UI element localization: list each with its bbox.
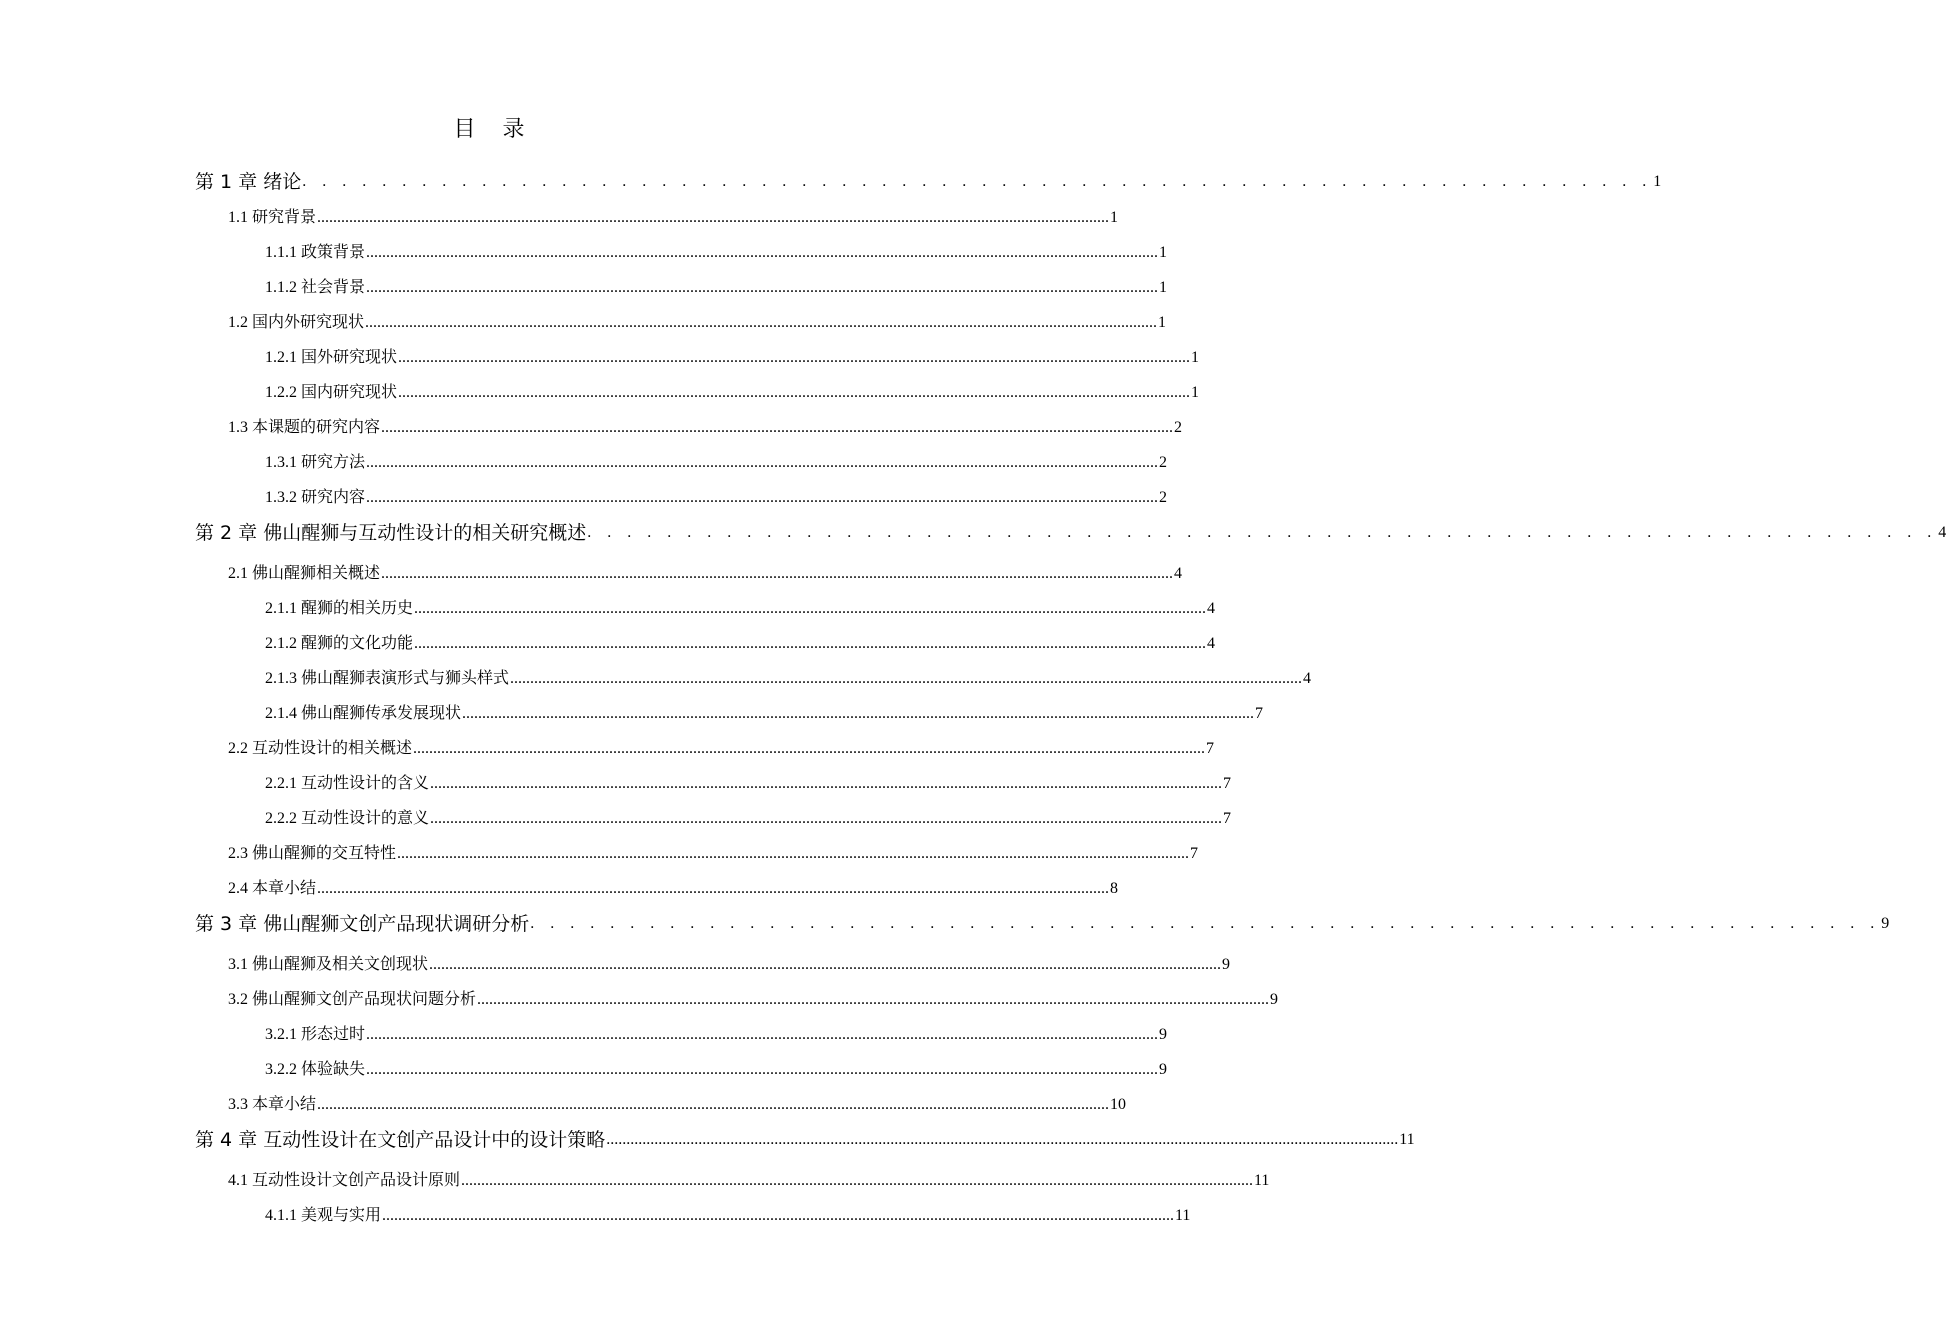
toc-dot-leader: ...................................................................................................................................................................................................... [366,454,1159,471]
toc-entry-page-number: 11 [1175,1207,1191,1224]
toc-dot-leader: ...................................................................................................................................................................................................... [366,1026,1159,1043]
toc-entry-level-2[interactable] [228,947,1231,982]
toc-entry-label: 1.3.1 研究方法 [265,454,366,471]
toc-entry-page-number: 1 [1159,279,1168,296]
toc-entry-page-number: 7 [1255,705,1264,722]
toc-entry-label: 3.2 佛山醒狮文创产品现状问题分析 [228,991,477,1008]
toc-entry-level-2[interactable] [228,871,1119,906]
toc-dot-leader: ...................................................................................................................................................................................................... [397,845,1190,862]
toc-dot-leader: ...................................................................................................................................................................................................... [317,880,1110,897]
toc-dot-leader: . . . . . . . . . . . . . . . . . . . . . . . . . . . . . . . . . . . . . . . . . . . . . . . . . . . . . . . . . . . . . . . . . . . . [530,915,1881,932]
toc-entry-page-number: 7 [1206,740,1215,757]
toc-entry-label: 1.3 本课题的研究内容 [228,419,381,436]
toc-entry-level-2[interactable] [228,1087,1127,1122]
toc-entry-page-number: 4 [1207,600,1216,617]
toc-entry-label: 3.1 佛山醒狮及相关文创现状 [228,956,429,973]
toc-entry-label: 2.4 本章小结 [228,880,317,897]
toc-dot-leader: ...................................................................................................................................................................................................... [366,279,1159,296]
toc-dot-leader: ...................................................................................................................................................................................................... [413,740,1206,757]
toc-entry-label: 1.3.2 研究内容 [265,489,366,506]
toc-dot-leader: ...................................................................................................................................................................................................... [430,775,1223,792]
toc-dot-leader: ...................................................................................................................................................................................................... [366,244,1159,261]
toc-entry-label: 1.1.1 政策背景 [265,244,366,261]
toc-entry-label: 1.2.2 国内研究现状 [265,384,398,401]
toc-entry-label: 第 3 章 佛山醒狮文创产品现状调研分析 [195,913,530,935]
toc-entry-label: 4.1.1 美观与实用 [265,1207,382,1224]
toc-entry-level-3[interactable] [265,270,1168,305]
toc-entry-level-2[interactable] [228,982,1279,1017]
toc-entry-label: 第 2 章 佛山醒狮与互动性设计的相关研究概述 [195,522,587,544]
toc-dot-leader: ...................................................................................................................................................................................................... [398,349,1191,366]
toc-entry-page-number: 4 [1938,524,1946,541]
toc-entry-level-2[interactable] [228,836,1199,871]
toc-entry-page-number: 7 [1223,775,1232,792]
toc-entry-label: 2.1.3 佛山醒狮表演形式与狮头样式 [265,670,510,687]
toc-dot-leader: ...................................................................................................................................................................................................... [317,209,1110,226]
toc-entry-page-number: 4 [1207,635,1216,652]
toc-dot-leader: ...................................................................................................................................................................................................... [462,705,1255,722]
toc-entry-label: 2.2.1 互动性设计的含义 [265,775,430,792]
toc-entry-label: 2.3 佛山醒狮的交互特性 [228,845,397,862]
toc-entry-page-number: 9 [1222,956,1231,973]
toc-dot-leader: ...................................................................................................................................................................................................... [382,1207,1175,1224]
toc-entry-label: 3.3 本章小结 [228,1096,317,1113]
toc-dot-leader: ...................................................................................................................................................................................................... [430,810,1223,827]
toc-entry-level-3[interactable] [265,696,1264,731]
toc-entry-label: 3.2.1 形态过时 [265,1026,366,1043]
toc-entry-level-3[interactable] [265,661,1312,696]
toc-entry-page-number: 7 [1190,845,1199,862]
toc-entry-page-number: 1 [1191,384,1200,401]
toc-entry-label: 1.1 研究背景 [228,209,317,226]
toc-entry-page-number: 9 [1159,1026,1168,1043]
toc-entry-level-3[interactable] [265,591,1216,626]
toc-entry-label: 第 1 章 绪论 [195,171,302,193]
toc-dot-leader: ...................................................................................................................................................................................................... [606,1131,1399,1148]
toc-entry-label: 2.1.2 醒狮的文化功能 [265,635,414,652]
toc-entry-level-3[interactable] [265,340,1200,375]
toc-entry-page-number: 10 [1110,1096,1127,1113]
toc-entry-page-number: 2 [1159,454,1168,471]
toc-entry-level-3[interactable] [265,766,1232,801]
toc-dot-leader: ...................................................................................................................................................................................................... [414,635,1207,652]
toc-entry-label: 3.2.2 体验缺失 [265,1061,366,1078]
toc-entry-level-3[interactable] [265,445,1168,480]
toc-entry-level-3[interactable] [265,626,1216,661]
toc-dot-leader: ...................................................................................................................................................................................................... [381,565,1174,582]
toc-entry-level-2[interactable] [228,410,1183,445]
toc-entry-level-3[interactable] [265,375,1200,410]
toc-entry-page-number: 1 [1191,349,1200,366]
toc-entry-label: 1.2 国内外研究现状 [228,314,365,331]
toc-entry-level-2[interactable] [228,556,1183,591]
toc-entry-page-number: 2 [1159,489,1168,506]
toc-entry-level-3[interactable] [265,480,1168,515]
toc-entry-level-3[interactable] [265,1017,1168,1052]
toc-entry-page-number: 11 [1254,1172,1270,1189]
toc-dot-leader: ...................................................................................................................................................................................................... [381,419,1174,436]
toc-entry-page-number: 4 [1174,565,1183,582]
toc-entry-level-1[interactable] [195,164,1662,200]
toc-entry-level-1[interactable] [195,906,1890,942]
toc-dot-leader: ...................................................................................................................................................................................................... [398,384,1191,401]
toc-dot-leader: ...................................................................................................................................................................................................... [366,1061,1159,1078]
toc-dot-leader: ...................................................................................................................................................................................................... [414,600,1207,617]
toc-entry-level-3[interactable] [265,1052,1168,1087]
toc-entry-page-number: 1 [1110,209,1119,226]
toc-dot-leader: ...................................................................................................................................................................................................... [429,956,1222,973]
toc-entry-label: 2.1.1 醒狮的相关历史 [265,600,414,617]
toc-dot-leader: . . . . . . . . . . . . . . . . . . . . . . . . . . . . . . . . . . . . . . . . . . . . . . . . . . . . . . . . . . . . . . . . . . . . [587,524,1938,541]
toc-entry-label: 1.1.2 社会背景 [265,279,366,296]
toc-entry-page-number: 2 [1174,419,1183,436]
toc-entry-label: 2.2.2 互动性设计的意义 [265,810,430,827]
toc-entry-page-number: 11 [1399,1131,1415,1148]
toc-entry-label: 2.2 互动性设计的相关概述 [228,740,413,757]
toc-entry-page-number: 1 [1158,314,1167,331]
toc-entry-label: 2.1.4 佛山醒狮传承发展现状 [265,705,462,722]
toc-dot-leader: ...................................................................................................................................................................................................... [366,489,1159,506]
toc-entry-page-number: 9 [1270,991,1279,1008]
toc-dot-leader: ...................................................................................................................................................................................................... [510,670,1303,687]
page-title: 目 录 [453,117,535,142]
toc-dot-leader: ...................................................................................................................................................................................................... [365,314,1158,331]
toc-entry-page-number: 9 [1159,1061,1168,1078]
toc-entry-level-2[interactable] [228,1163,1270,1198]
toc-entry-level-2[interactable] [228,305,1167,340]
toc-dot-leader: . . . . . . . . . . . . . . . . . . . . . . . . . . . . . . . . . . . . . . . . . . . . . . . . . . . . . . . . . . . . . . . . . . . . [302,173,1653,190]
toc-entry-page-number: 1 [1653,173,1662,190]
toc-entry-page-number: 7 [1223,810,1232,827]
toc-entry-label: 2.1 佛山醒狮相关概述 [228,565,381,582]
toc-entry-label: 4.1 互动性设计文创产品设计原则 [228,1172,461,1189]
toc-entry-level-1[interactable] [195,1122,1415,1158]
toc-entry-level-2[interactable] [228,200,1119,235]
toc-entry-page-number: 8 [1110,880,1119,897]
toc-entry-level-3[interactable] [265,235,1168,270]
toc-entry-page-number: 1 [1159,244,1168,261]
toc-dot-leader: ...................................................................................................................................................................................................... [461,1172,1254,1189]
toc-entry-label: 1.2.1 国外研究现状 [265,349,398,366]
toc-entry-level-3[interactable] [265,801,1232,836]
toc-entry-level-2[interactable] [228,731,1215,766]
toc-dot-leader: ...................................................................................................................................................................................................... [317,1096,1110,1113]
toc-entry-page-number: 9 [1881,915,1890,932]
toc-entry-page-number: 4 [1303,670,1312,687]
toc-entry-level-1[interactable] [195,515,1946,551]
toc-dot-leader: ...................................................................................................................................................................................................... [477,991,1270,1008]
toc-entry-label: 第 4 章 互动性设计在文创产品设计中的设计策略 [195,1129,606,1151]
toc-entry-level-3[interactable] [265,1198,1191,1233]
